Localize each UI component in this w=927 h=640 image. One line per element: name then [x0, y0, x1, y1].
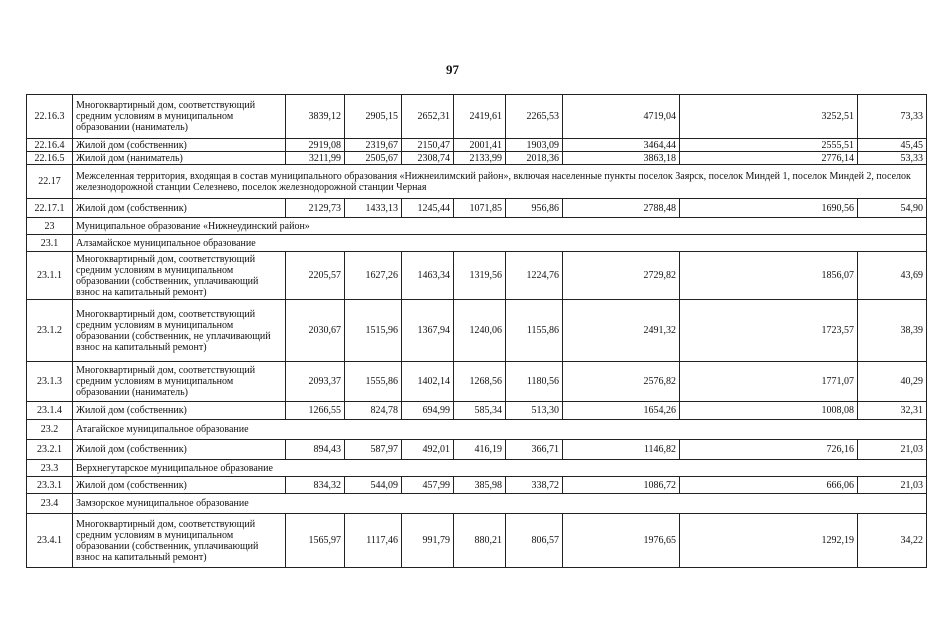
table-row [27, 152, 927, 165]
row-code: 22.17 [27, 165, 73, 199]
value-cell-2: 587,97 [345, 440, 402, 460]
table-row [27, 95, 927, 139]
section-row [27, 420, 927, 440]
table-row [27, 300, 927, 362]
table-row [27, 362, 927, 402]
table-row [27, 477, 927, 494]
row-code: 22.16.4 [27, 139, 73, 152]
value-cell-4: 1071,85 [454, 199, 506, 218]
value-cell-3: 2652,31 [402, 95, 454, 139]
row-code: 23.1.4 [27, 402, 73, 420]
table-row [27, 139, 927, 152]
value-cell-1: 1565,97 [286, 514, 345, 568]
value-cell-1: 2030,67 [286, 300, 345, 362]
value-cell-2: 2319,67 [345, 139, 402, 152]
row-code: 22.17.1 [27, 199, 73, 218]
value-cell-5: 1180,56 [506, 362, 563, 402]
table-row [27, 199, 927, 218]
value-cell-4: 2133,99 [454, 152, 506, 165]
value-cell-8: 53,33 [858, 152, 927, 165]
value-cell-1: 3839,12 [286, 95, 345, 139]
section-row [27, 460, 927, 477]
value-cell-3: 492,01 [402, 440, 454, 460]
value-cell-8: 32,31 [858, 402, 927, 420]
value-cell-4: 2419,61 [454, 95, 506, 139]
value-cell-4: 1319,56 [454, 252, 506, 300]
housing-type: Жилой дом (собственник) [73, 440, 286, 460]
row-code: 23.1.1 [27, 252, 73, 300]
value-cell-7: 3252,51 [680, 95, 858, 139]
housing-type: Жилой дом (собственник) [73, 139, 286, 152]
housing-type: Многоквартирный дом, соответствующий средним условиям в муниципальном образовании (собственник, уплачивающий взнос на капитальный ремонт) [73, 252, 286, 300]
row-code: 23.1.2 [27, 300, 73, 362]
row-code: 23.3.1 [27, 477, 73, 494]
value-cell-5: 806,57 [506, 514, 563, 568]
value-cell-8: 21,03 [858, 440, 927, 460]
value-cell-8: 38,39 [858, 300, 927, 362]
value-cell-7: 666,06 [680, 477, 858, 494]
value-cell-1: 2093,37 [286, 362, 345, 402]
value-cell-6: 2491,32 [563, 300, 680, 362]
section-title: Муниципальное образование «Нижнеудинский район» [73, 218, 927, 235]
housing-type: Жилой дом (наниматель) [73, 152, 286, 165]
value-cell-2: 824,78 [345, 402, 402, 420]
section-row [27, 494, 927, 514]
section-row [27, 218, 927, 235]
value-cell-5: 2265,53 [506, 95, 563, 139]
value-cell-1: 2919,08 [286, 139, 345, 152]
value-cell-3: 1463,34 [402, 252, 454, 300]
value-cell-3: 1402,14 [402, 362, 454, 402]
value-cell-1: 3211,99 [286, 152, 345, 165]
value-cell-6: 3464,44 [563, 139, 680, 152]
value-cell-7: 1723,57 [680, 300, 858, 362]
section-row [27, 235, 927, 252]
table-row [27, 440, 927, 460]
value-cell-6: 2788,48 [563, 199, 680, 218]
value-cell-7: 726,16 [680, 440, 858, 460]
section-title: Алзамайское муниципальное образование [73, 235, 927, 252]
value-cell-5: 366,71 [506, 440, 563, 460]
value-cell-7: 1292,19 [680, 514, 858, 568]
value-cell-3: 2308,74 [402, 152, 454, 165]
value-cell-2: 1433,13 [345, 199, 402, 218]
housing-type: Жилой дом (собственник) [73, 477, 286, 494]
housing-type: Многоквартирный дом, соответствующий средним условиям в муниципальном образовании (собственник, уплачивающий взнос на капитальный ремонт) [73, 514, 286, 568]
value-cell-5: 956,86 [506, 199, 563, 218]
value-cell-1: 894,43 [286, 440, 345, 460]
row-code: 23.1 [27, 235, 73, 252]
row-code: 23.4 [27, 494, 73, 514]
value-cell-6: 1976,65 [563, 514, 680, 568]
row-code: 23.4.1 [27, 514, 73, 568]
value-cell-1: 2205,57 [286, 252, 345, 300]
value-cell-8: 34,22 [858, 514, 927, 568]
value-cell-4: 1240,06 [454, 300, 506, 362]
value-cell-1: 834,32 [286, 477, 345, 494]
row-code: 23.3 [27, 460, 73, 477]
value-cell-4: 585,34 [454, 402, 506, 420]
value-cell-2: 2505,67 [345, 152, 402, 165]
tariff-table [26, 94, 927, 568]
value-cell-3: 457,99 [402, 477, 454, 494]
value-cell-7: 1856,07 [680, 252, 858, 300]
value-cell-4: 880,21 [454, 514, 506, 568]
value-cell-5: 1155,86 [506, 300, 563, 362]
section-title: Атагайское муниципальное образование [73, 420, 927, 440]
value-cell-8: 40,29 [858, 362, 927, 402]
row-code: 23.2.1 [27, 440, 73, 460]
table-row [27, 514, 927, 568]
value-cell-3: 991,79 [402, 514, 454, 568]
value-cell-5: 1903,09 [506, 139, 563, 152]
section-title: Замзорское муниципальное образование [73, 494, 927, 514]
page-number: 97 [446, 62, 459, 77]
value-cell-6: 1086,72 [563, 477, 680, 494]
value-cell-4: 416,19 [454, 440, 506, 460]
value-cell-1: 2129,73 [286, 199, 345, 218]
housing-type: Многоквартирный дом, соответствующий средним условиям в муниципальном образовании (собственник, не уплачивающий взнос на капитальный ремонт) [73, 300, 286, 362]
value-cell-3: 2150,47 [402, 139, 454, 152]
table-row [27, 252, 927, 300]
value-cell-7: 1690,56 [680, 199, 858, 218]
value-cell-6: 3863,18 [563, 152, 680, 165]
value-cell-7: 2555,51 [680, 139, 858, 152]
table-row [27, 402, 927, 420]
section-title: Межселенная территория, входящая в состав муниципального образования «Нижнеилимский район», включая населенные пункты поселок Заярск, поселок Миндей 1, поселок Миндей 2, поселок железнодорожной станции Селезнево, поселок железнодорожной станции Черная [73, 165, 927, 199]
value-cell-6: 1146,82 [563, 440, 680, 460]
value-cell-8: 21,03 [858, 477, 927, 494]
value-cell-5: 2018,36 [506, 152, 563, 165]
row-code: 23.1.3 [27, 362, 73, 402]
housing-type: Жилой дом (собственник) [73, 402, 286, 420]
value-cell-6: 1654,26 [563, 402, 680, 420]
value-cell-4: 1268,56 [454, 362, 506, 402]
value-cell-3: 1367,94 [402, 300, 454, 362]
value-cell-3: 694,99 [402, 402, 454, 420]
section-row [27, 165, 927, 199]
value-cell-2: 544,09 [345, 477, 402, 494]
row-code: 22.16.3 [27, 95, 73, 139]
value-cell-2: 1117,46 [345, 514, 402, 568]
housing-type: Многоквартирный дом, соответствующий средним условиям в муниципальном образовании (наниматель) [73, 95, 286, 139]
value-cell-4: 2001,41 [454, 139, 506, 152]
value-cell-1: 1266,55 [286, 402, 345, 420]
value-cell-2: 1627,26 [345, 252, 402, 300]
value-cell-8: 54,90 [858, 199, 927, 218]
value-cell-7: 2776,14 [680, 152, 858, 165]
row-code: 23 [27, 218, 73, 235]
value-cell-8: 43,69 [858, 252, 927, 300]
row-code: 23.2 [27, 420, 73, 440]
housing-type: Жилой дом (собственник) [73, 199, 286, 218]
row-code: 22.16.5 [27, 152, 73, 165]
value-cell-2: 2905,15 [345, 95, 402, 139]
value-cell-2: 1515,96 [345, 300, 402, 362]
value-cell-7: 1771,07 [680, 362, 858, 402]
value-cell-6: 4719,04 [563, 95, 680, 139]
value-cell-3: 1245,44 [402, 199, 454, 218]
value-cell-5: 1224,76 [506, 252, 563, 300]
section-title: Верхнегутарское муниципальное образование [73, 460, 927, 477]
housing-type: Многоквартирный дом, соответствующий средним условиям в муниципальном образовании (наниматель) [73, 362, 286, 402]
value-cell-5: 338,72 [506, 477, 563, 494]
value-cell-7: 1008,08 [680, 402, 858, 420]
value-cell-6: 2729,82 [563, 252, 680, 300]
value-cell-8: 73,33 [858, 95, 927, 139]
value-cell-5: 513,30 [506, 402, 563, 420]
value-cell-8: 45,45 [858, 139, 927, 152]
value-cell-6: 2576,82 [563, 362, 680, 402]
value-cell-2: 1555,86 [345, 362, 402, 402]
value-cell-4: 385,98 [454, 477, 506, 494]
